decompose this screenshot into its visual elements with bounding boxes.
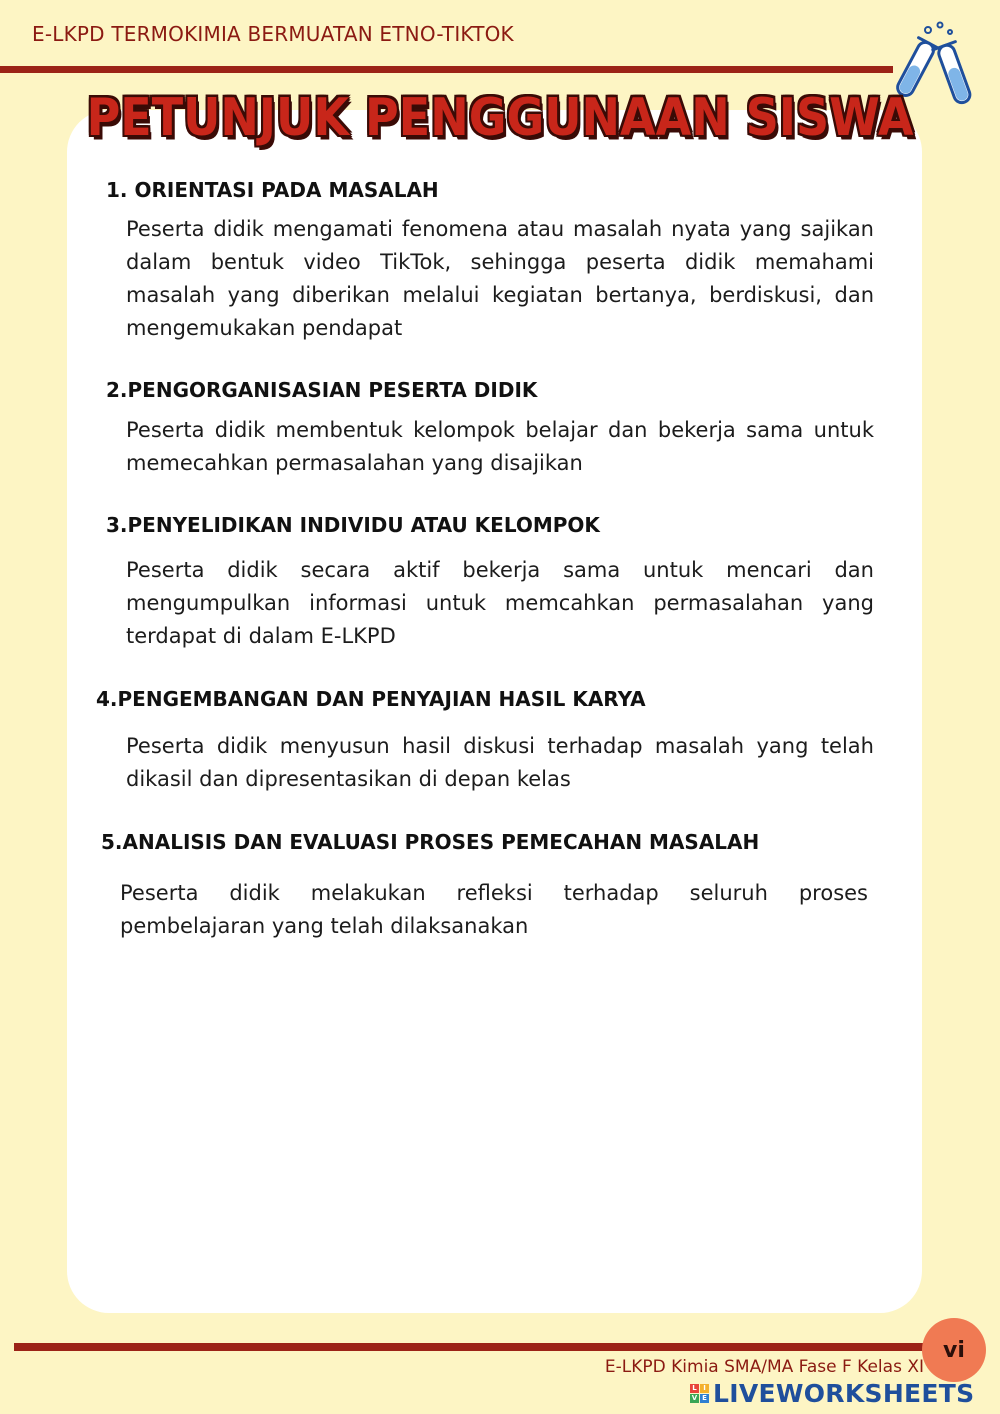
page-number-badge: vi <box>922 1318 986 1382</box>
logo-letter-i: I <box>700 1384 709 1393</box>
section-heading-4: 4.PENGEMBANGAN DAN PENYAJIAN HASIL KARYA <box>96 687 646 711</box>
logo-letter-e: E <box>700 1394 709 1403</box>
section-heading-5: 5.ANALISIS DAN EVALUASI PROSES PEMECAHAN MASALAH <box>101 830 760 854</box>
section-body-3: Peserta didik secara aktif bekerja sama untuk mencari dan mengumpulkan informasi untuk memcahkan permasalahan yang terdapat di dalam E-LKPD <box>126 558 874 648</box>
section-heading-2: 2.PENGORGANISASIAN PESERTA DIDIK <box>106 378 538 402</box>
liveworksheets-brand: LIVEWORKSHEETS <box>713 1378 975 1408</box>
logo-letter-v: V <box>691 1393 698 1402</box>
section-body-5: Peserta didik melakukan refleksi terhadap seluruh proses pembelajaran yang telah dilaksanakan <box>120 881 868 938</box>
header-divider <box>0 66 893 73</box>
section-heading-3: 3.PENYELIDIKAN INDIVIDU ATAU KELOMPOK <box>106 513 600 537</box>
footer-divider <box>14 1343 940 1351</box>
header-title: E-LKPD TERMOKIMIA BERMUATAN ETNO-TIKTOK <box>32 22 514 46</box>
logo-letter-l: L <box>690 1384 699 1393</box>
section-body-2: Peserta didik membentuk kelompok belajar dan bekerja sama untuk memecahkan permasalahan yang disajikan <box>126 418 874 475</box>
liveworksheets-logo[interactable] <box>690 1378 974 1408</box>
section-body-4: Peserta didik menyusun hasil diskusi terhadap masalah yang telah dikasil dan dipresentasikan di depan kelas <box>126 734 874 791</box>
liveworksheets-grid-icon <box>690 1384 709 1403</box>
section-body-1: Peserta didik mengamati fenomena atau masalah nyata yang sajikan dalam bentuk video TikTok, sehingga peserta didik memahami masalah yang diberikan melalui kegiatan bertanya, berdiskusi, dan mengemukakan pendapat <box>126 217 874 340</box>
section-heading-1: 1. ORIENTASI PADA MASALAH <box>106 178 439 202</box>
page-title: PETUNJUK PENGGUNAAN SISWA <box>86 86 914 148</box>
footer-text: E-LKPD Kimia SMA/MA Fase F Kelas XI <box>604 1357 924 1377</box>
